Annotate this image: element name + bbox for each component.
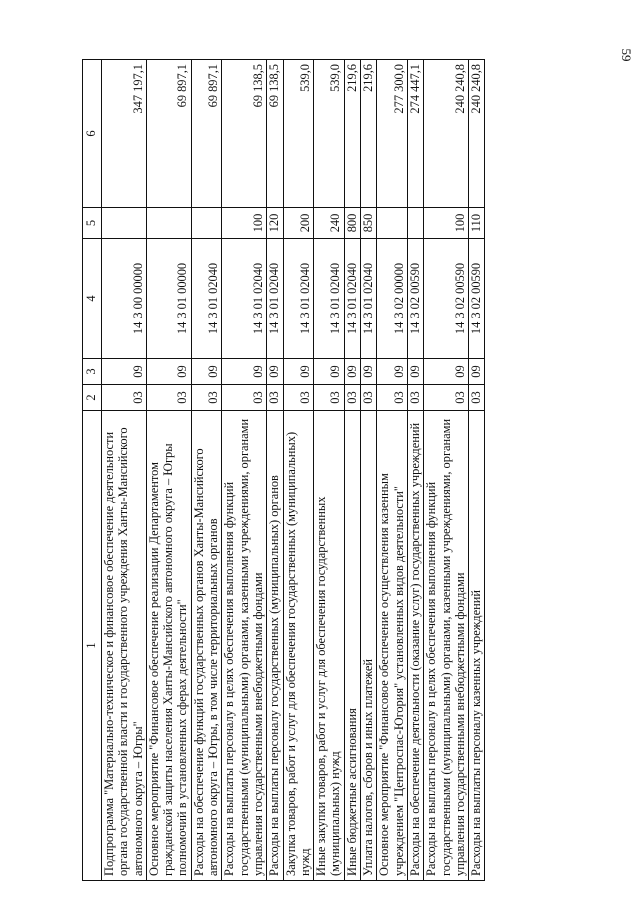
target-article-code: 14 3 01 02040 xyxy=(267,239,283,359)
table-row xyxy=(314,60,345,881)
table-row xyxy=(361,60,377,881)
section-code: 03 xyxy=(314,385,345,411)
amount: 539,0 xyxy=(314,60,345,208)
amount: 69 897,1 xyxy=(191,60,222,208)
subsection-code: 09 xyxy=(377,359,408,385)
row-name: Расходы на выплаты персоналу в целях обеспечения выполнения функций государственными (муниципальными) органами, казенными учреждениями, органами управления государственными внебюджетными фондами xyxy=(222,411,267,881)
table-row xyxy=(344,60,360,881)
target-article-code: 14 3 02 00590 xyxy=(424,239,469,359)
table-row xyxy=(469,60,485,881)
expense-type-code: 240 xyxy=(314,208,345,239)
amount: 219,6 xyxy=(361,60,377,208)
expense-type-code xyxy=(146,208,191,239)
amount: 240 240,8 xyxy=(424,60,469,208)
row-name: Иные закупки товаров, работ и услуг для обеспечения государственных (муниципальных) нужд xyxy=(314,411,345,881)
expense-type-code: 200 xyxy=(283,208,314,239)
section-code: 03 xyxy=(344,385,360,411)
target-article-code: 14 3 02 00000 xyxy=(377,239,408,359)
target-article-code: 14 3 01 02040 xyxy=(283,239,314,359)
section-code: 03 xyxy=(267,385,283,411)
section-code: 03 xyxy=(283,385,314,411)
table-row xyxy=(191,60,222,881)
section-code: 03 xyxy=(191,385,222,411)
target-article-code: 14 3 01 02040 xyxy=(344,239,360,359)
rotated-page-content xyxy=(82,60,562,881)
table-row xyxy=(222,60,267,881)
expense-type-code: 800 xyxy=(344,208,360,239)
table-row xyxy=(424,60,469,881)
expense-type-code: 850 xyxy=(361,208,377,239)
target-article-code: 14 3 02 00590 xyxy=(469,239,485,359)
target-article-code: 14 3 00 00000 xyxy=(102,239,147,359)
expense-type-code: 100 xyxy=(424,208,469,239)
subsection-code: 09 xyxy=(222,359,267,385)
header-cell: 5 xyxy=(83,208,102,239)
subsection-code: 09 xyxy=(314,359,345,385)
row-name: Расходы на обеспечение функций государственных органов Ханты-Мансийского автономного округа – Югры, в том числе территориальных органов xyxy=(191,411,222,881)
target-article-code: 14 3 01 02040 xyxy=(314,239,345,359)
row-name: Расходы на выплаты персоналу в целях обеспечения выполнения функций государственными (муниципальными) органами, казенными учреждениями, органами управления государственными внебюджетными фондами xyxy=(424,411,469,881)
section-code: 03 xyxy=(102,385,147,411)
row-name: Расходы на обеспечение деятельности (оказание услуг) государственных учреждений xyxy=(407,411,423,881)
table-header-row xyxy=(83,60,102,881)
section-code: 03 xyxy=(377,385,408,411)
section-code: 03 xyxy=(424,385,469,411)
table-row xyxy=(267,60,283,881)
section-code: 03 xyxy=(146,385,191,411)
row-name: Уплата налогов, сборов и иных платежей xyxy=(361,411,377,881)
row-name: Закупка товаров, работ и услуг для обеспечения государственных (муниципальных) нужд xyxy=(283,411,314,881)
target-article-code: 14 3 02 00590 xyxy=(407,239,423,359)
row-name: Расходы на выплаты персоналу казенных учреждений xyxy=(469,411,485,881)
subsection-code: 09 xyxy=(102,359,147,385)
subsection-code: 09 xyxy=(283,359,314,385)
section-code: 03 xyxy=(407,385,423,411)
table-row xyxy=(407,60,423,881)
subsection-code: 09 xyxy=(407,359,423,385)
header-cell: 4 xyxy=(83,239,102,359)
amount: 277 300,0 xyxy=(377,60,408,208)
amount: 69 138,5 xyxy=(267,60,283,208)
amount: 69 897,1 xyxy=(146,60,191,208)
expense-type-code xyxy=(102,208,147,239)
table-row xyxy=(102,60,147,881)
amount: 347 197,1 xyxy=(102,60,147,208)
expense-type-code xyxy=(377,208,408,239)
header-cell: 6 xyxy=(83,60,102,208)
amount: 274 447,1 xyxy=(407,60,423,208)
subsection-code: 09 xyxy=(146,359,191,385)
row-name: Основное мероприятие "Финансовое обеспечение осуществления казенным учреждением "Центроспас-Югория" установленных видов деятельности" xyxy=(377,411,408,881)
header-cell: 3 xyxy=(83,359,102,385)
table-row xyxy=(377,60,408,881)
subsection-code: 09 xyxy=(267,359,283,385)
target-article-code: 14 3 01 02040 xyxy=(361,239,377,359)
header-cell: 1 xyxy=(83,411,102,881)
row-name: Подпрограмма "Материально-техническое и финансовое обеспечение деятельности органа государственной власти и государственного учреждения Ханты-Мансийского автономного округа – Югры" xyxy=(102,411,147,881)
budget-table xyxy=(82,59,485,881)
table-row xyxy=(283,60,314,881)
section-code: 03 xyxy=(469,385,485,411)
section-code: 03 xyxy=(361,385,377,411)
row-name: Основное мероприятие "Финансовое обеспечение реализации Департаментом гражданской защиты населения Ханты-Мансийского автономного округа – Югры полномочий в установленных сферах деятельности" xyxy=(146,411,191,881)
amount: 219,6 xyxy=(344,60,360,208)
page-number: 59 xyxy=(619,48,634,62)
expense-type-code: 110 xyxy=(469,208,485,239)
row-name: Расходы на выплаты персоналу государственных (муниципальных) органов xyxy=(267,411,283,881)
row-name: Иные бюджетные ассигнования xyxy=(344,411,360,881)
section-code: 03 xyxy=(222,385,267,411)
target-article-code: 14 3 01 02040 xyxy=(222,239,267,359)
target-article-code: 14 3 01 02040 xyxy=(191,239,222,359)
header-cell: 2 xyxy=(83,385,102,411)
subsection-code: 09 xyxy=(344,359,360,385)
subsection-code: 09 xyxy=(191,359,222,385)
subsection-code: 09 xyxy=(424,359,469,385)
expense-type-code xyxy=(407,208,423,239)
expense-type-code: 100 xyxy=(222,208,267,239)
amount: 69 138,5 xyxy=(222,60,267,208)
subsection-code: 09 xyxy=(361,359,377,385)
target-article-code: 14 3 01 00000 xyxy=(146,239,191,359)
table-row xyxy=(146,60,191,881)
amount: 539,0 xyxy=(283,60,314,208)
amount: 240 240,8 xyxy=(469,60,485,208)
expense-type-code xyxy=(191,208,222,239)
expense-type-code: 120 xyxy=(267,208,283,239)
subsection-code: 09 xyxy=(469,359,485,385)
